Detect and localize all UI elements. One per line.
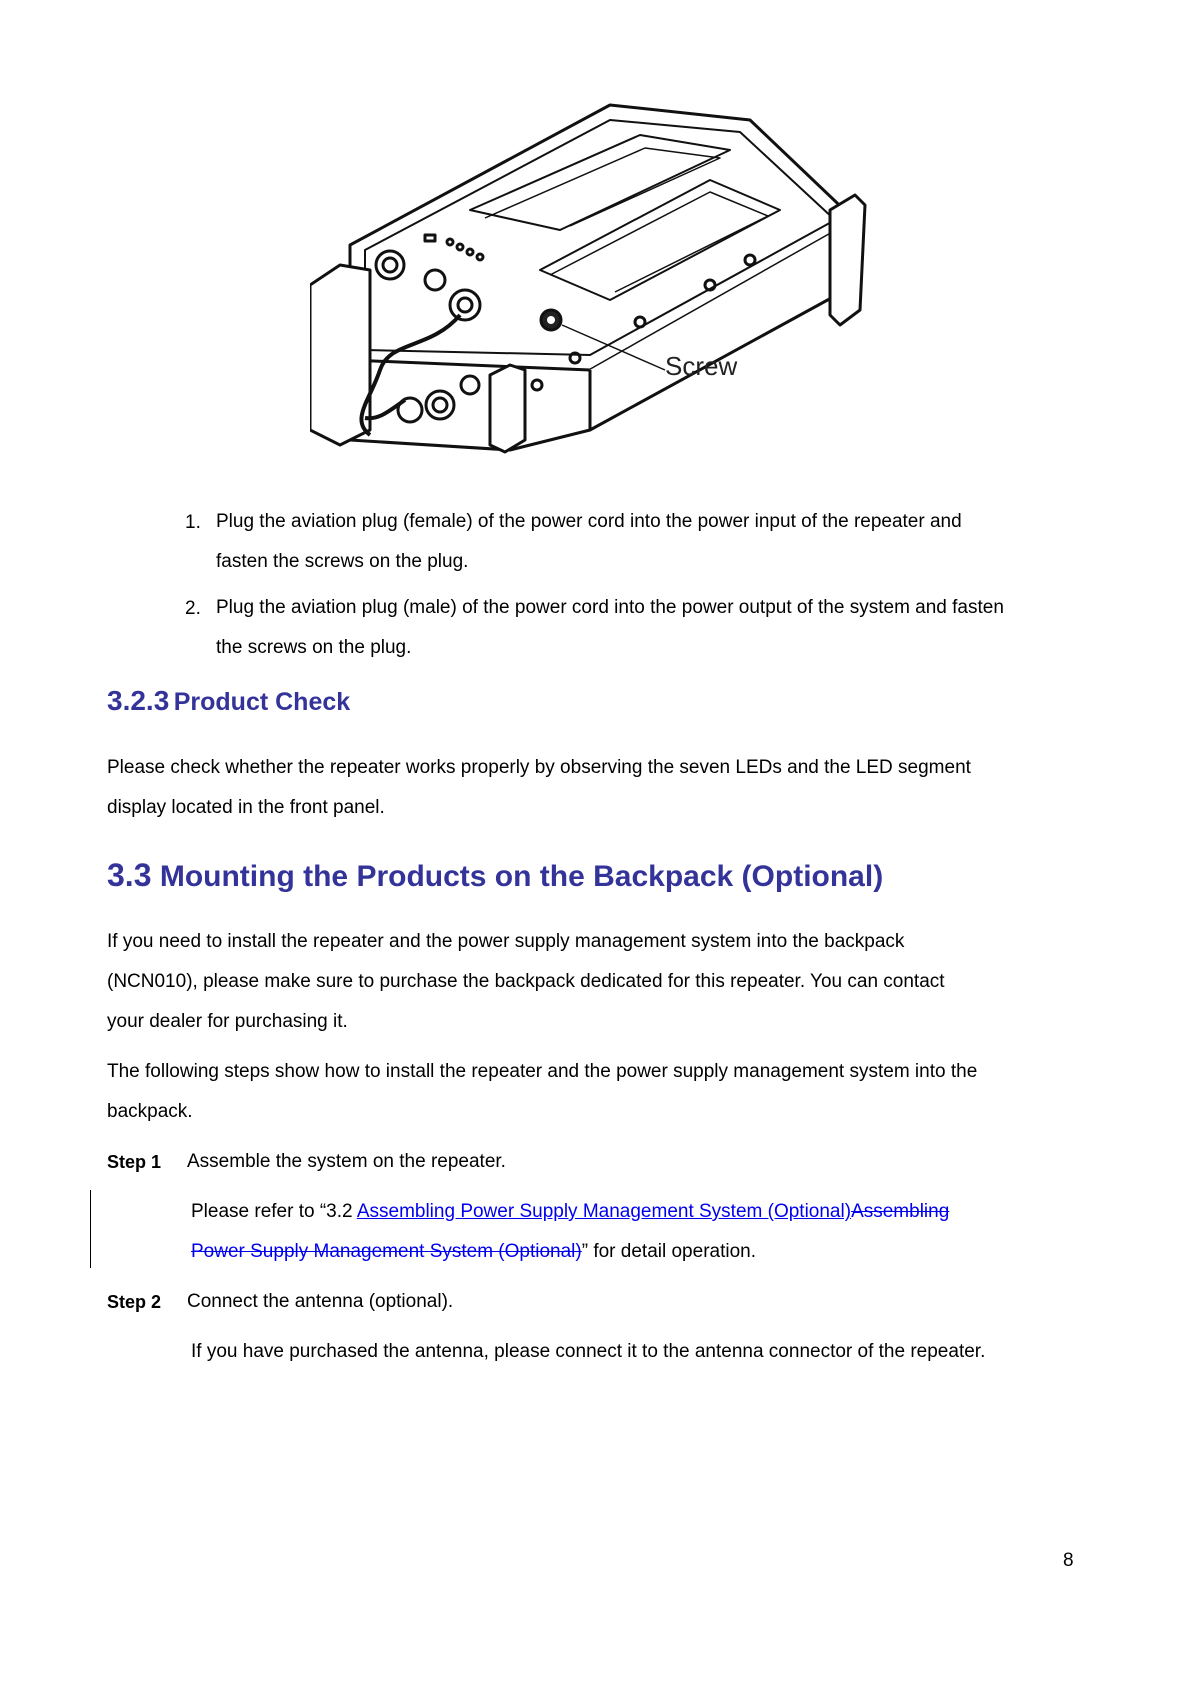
screw-callout-label: Screw: [665, 351, 738, 381]
list-item: [185, 598, 201, 620]
list-number: 2.: [185, 598, 201, 619]
cross-reference-link[interactable]: Assembling Power Supply Management System (Optional): [356, 1201, 852, 1222]
step-text: Assemble the system on the repeater.: [187, 1151, 506, 1172]
page-number: 8: [1063, 1550, 1074, 1571]
list-number: 1.: [185, 512, 201, 533]
section-title: Product Check: [173, 688, 351, 716]
step-detail-text: ” for detail operation.: [581, 1241, 756, 1262]
paragraph: [107, 1052, 977, 1132]
paragraph: [107, 922, 945, 1042]
paragraph-line: backpack.: [107, 1101, 193, 1122]
section-number: 3.3: [107, 857, 152, 893]
step-label: Step 1: [107, 1152, 162, 1172]
paragraph-line: Please check whether the repeater works properly by observing the seven LEDs and the LED segment: [107, 757, 971, 778]
paragraph-line: (NCN010), please make sure to purchase the backpack dedicated for this repeater. You can contact: [107, 971, 945, 992]
list-line: Plug the aviation plug (male) of the power cord into the power output of the system and fasten: [216, 597, 1004, 618]
repeater-illustration: [310, 100, 870, 480]
step-detail-text: Please refer to “3.2: [191, 1201, 357, 1222]
section-number: 3.2.3: [107, 685, 170, 716]
step-label: Step 2: [107, 1292, 162, 1312]
deleted-text: Assembling: [851, 1201, 950, 1222]
section-heading-3-2-3: [107, 685, 350, 717]
list-item-text: [216, 502, 962, 582]
step-detail: If you have purchased the antenna, please connect it to the antenna connector of the repeater.: [191, 1341, 986, 1362]
section-heading-3-3: [107, 857, 883, 894]
list-line: fasten the screws on the plug.: [216, 551, 469, 572]
list-item: [185, 512, 201, 534]
step-detail: [191, 1192, 1091, 1272]
paragraph-line: display located in the front panel.: [107, 797, 385, 818]
paragraph-line: your dealer for purchasing it.: [107, 1011, 348, 1032]
deleted-text: Power Supply Management System (Optional): [191, 1241, 582, 1262]
paragraph-line: If you need to install the repeater and the power supply management system into the backpack: [107, 931, 905, 952]
list-line: the screws on the plug.: [216, 637, 412, 658]
section-title: Mounting the Products on the Backpack (Optional): [159, 860, 884, 893]
revision-change-bar: [90, 1190, 91, 1268]
paragraph: [107, 748, 971, 828]
step-text: Connect the antenna (optional).: [187, 1291, 454, 1312]
list-item-text: [216, 588, 1004, 668]
list-line: Plug the aviation plug (female) of the power cord into the power input of the repeater and: [216, 511, 962, 532]
paragraph-line: The following steps show how to install the repeater and the power supply management system into the: [107, 1061, 978, 1082]
